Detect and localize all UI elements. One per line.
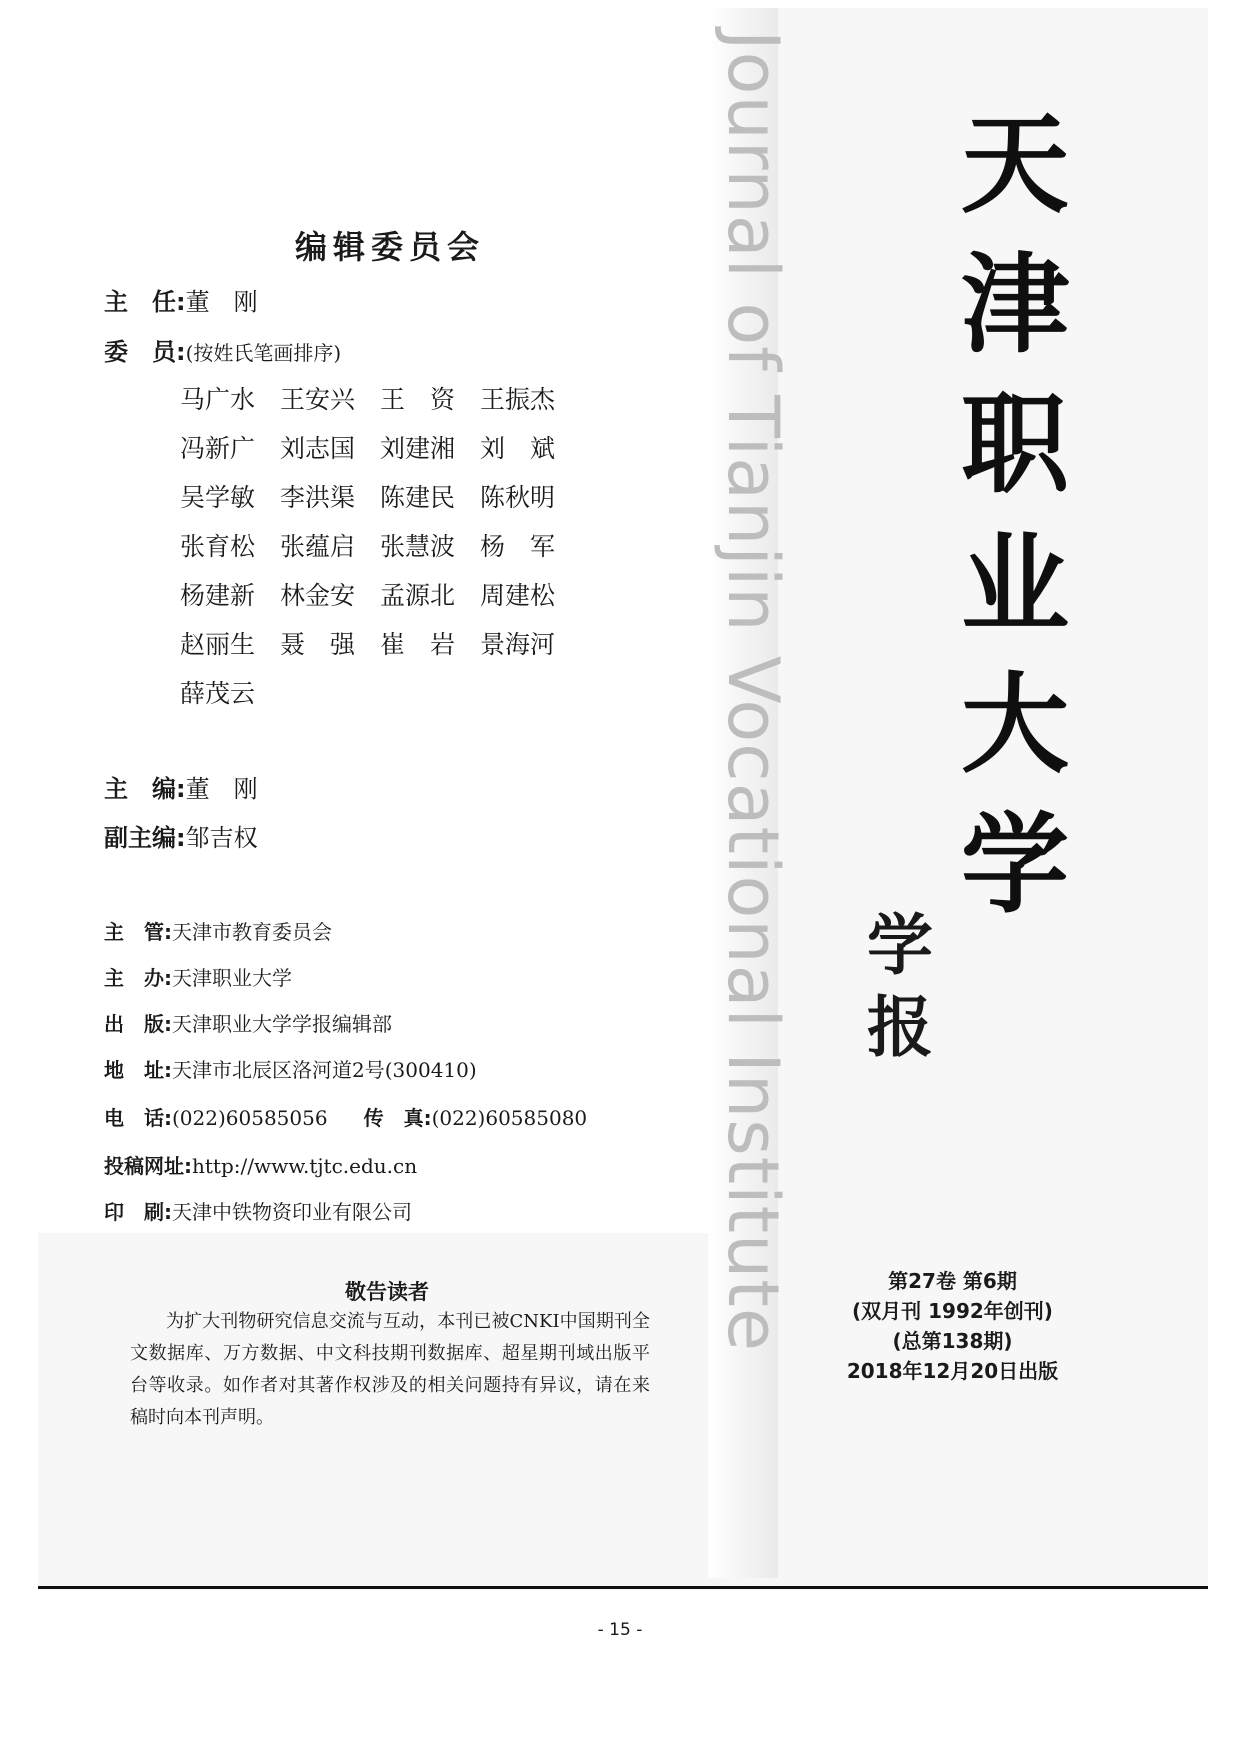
address-value: 天津市北辰区洛河道2号(300410) (172, 1058, 477, 1082)
host-label: 主 办: (104, 966, 172, 990)
member-name: 王振杰 (480, 385, 556, 414)
member-name: 林金安 (280, 581, 356, 610)
member-name: 景海河 (480, 630, 556, 659)
notice-title: 敬告读者 (345, 1280, 429, 1304)
sponsor-value: 天津市教育委员会 (172, 920, 332, 944)
chair-label: 主 任: (104, 288, 186, 316)
member-name: 陈秋明 (480, 483, 556, 512)
subtitle-char: 学 (867, 907, 933, 984)
member-name: 刘志国 (280, 434, 356, 463)
member-name: 聂 强 (280, 630, 356, 659)
members-row (104, 332, 341, 367)
issue-frequency: (双月刊 1992年创刊) (852, 1299, 1053, 1323)
member-name: 马广水 (180, 385, 256, 414)
member-name: 刘 斌 (480, 434, 556, 463)
member-name: 陈建民 (380, 483, 456, 512)
publisher-label: 出 版: (104, 1012, 172, 1036)
member-name: 张育松 (180, 532, 256, 561)
masthead-char: 职 (960, 382, 1069, 508)
masthead-char: 大 (960, 662, 1069, 788)
member-name: 李洪渠 (280, 483, 356, 512)
member-name: 周建松 (480, 581, 556, 610)
member-name: 吴学敏 (180, 483, 256, 512)
issue-date: 2018年12月20日出版 (846, 1359, 1059, 1383)
host-value: 天津职业大学 (172, 966, 292, 990)
address-label: 地 址: (104, 1058, 172, 1082)
members-note: (按姓氏笔画排序) (185, 341, 342, 365)
editor-row (104, 769, 258, 804)
members-grid (180, 386, 600, 708)
website-label: 投稿网址: (104, 1154, 192, 1178)
masthead-char: 天 (960, 102, 1069, 228)
phone-label: 电 话: (104, 1106, 172, 1130)
printer-label: 印 刷: (104, 1200, 172, 1224)
deputy-editor-value: 邹吉权 (185, 824, 258, 852)
printer-row (104, 1196, 412, 1225)
address-row (104, 1054, 477, 1083)
phone-row (104, 1102, 587, 1131)
masthead-char: 津 (960, 242, 1069, 368)
masthead-subtitle (860, 905, 940, 1069)
sponsor-row (104, 916, 332, 945)
member-name: 孟源北 (380, 581, 456, 610)
masthead-title (955, 95, 1075, 935)
chair-row (104, 282, 258, 317)
member-name: 王安兴 (280, 385, 356, 414)
member-name: 王 资 (380, 385, 456, 414)
host-row (104, 962, 292, 991)
member-name: 赵丽生 (180, 630, 256, 659)
scan-edge-line (38, 1586, 1208, 1589)
website-link[interactable]: http://www.tjtc.edu.cn (192, 1154, 418, 1178)
member-name: 薛茂云 (180, 679, 256, 708)
chair-value: 董 刚 (185, 288, 258, 316)
editorial-board-title: 编辑委员会 (295, 228, 486, 266)
issue-volume: 第27卷 第6期 (888, 1269, 1017, 1293)
member-name: 刘建湘 (380, 434, 456, 463)
member-name: 杨建新 (180, 581, 256, 610)
deputy-editor-label: 副主编: (104, 824, 186, 852)
phone-value: (022)60585056 (172, 1106, 328, 1130)
subtitle-char: 报 (867, 989, 933, 1066)
issue-total: (总第138期) (892, 1329, 1013, 1353)
page-number: - 15 - (597, 1620, 643, 1640)
editor-value: 董 刚 (185, 775, 258, 803)
member-name: 崔 岩 (380, 630, 456, 659)
journal-english-name: Journal of Tianjin Vocational Institute (712, 30, 794, 1352)
deputy-editor-row (104, 818, 258, 853)
member-name: 杨 军 (480, 532, 556, 561)
notice-body: 为扩大刊物研究信息交流与互动，本刊已被CNKI中国期刊全文数据库、万方数据、中文科技期刊数据库、超星期刊域出版平台等收录。如作者对其著作权涉及的相关问题持有异议，请在来稿时向本刊声明。 (130, 1311, 650, 1428)
member-name: 张蕴启 (280, 532, 356, 561)
masthead-char: 学 (960, 802, 1069, 928)
issue-info (835, 1266, 1070, 1386)
masthead-char: 业 (960, 522, 1069, 648)
editor-label: 主 编: (104, 775, 186, 803)
printer-value: 天津中铁物资印业有限公司 (172, 1200, 412, 1224)
member-name: 冯新广 (180, 434, 256, 463)
member-name: 张慧波 (380, 532, 456, 561)
publisher-row (104, 1008, 392, 1037)
sponsor-label: 主 管: (104, 920, 172, 944)
website-row (104, 1150, 417, 1179)
fax-value: (022)60585080 (431, 1106, 588, 1130)
publisher-value: 天津职业大学学报编辑部 (172, 1012, 392, 1036)
members-label: 委 员: (104, 338, 186, 366)
fax-label: 传 真: (363, 1106, 432, 1130)
